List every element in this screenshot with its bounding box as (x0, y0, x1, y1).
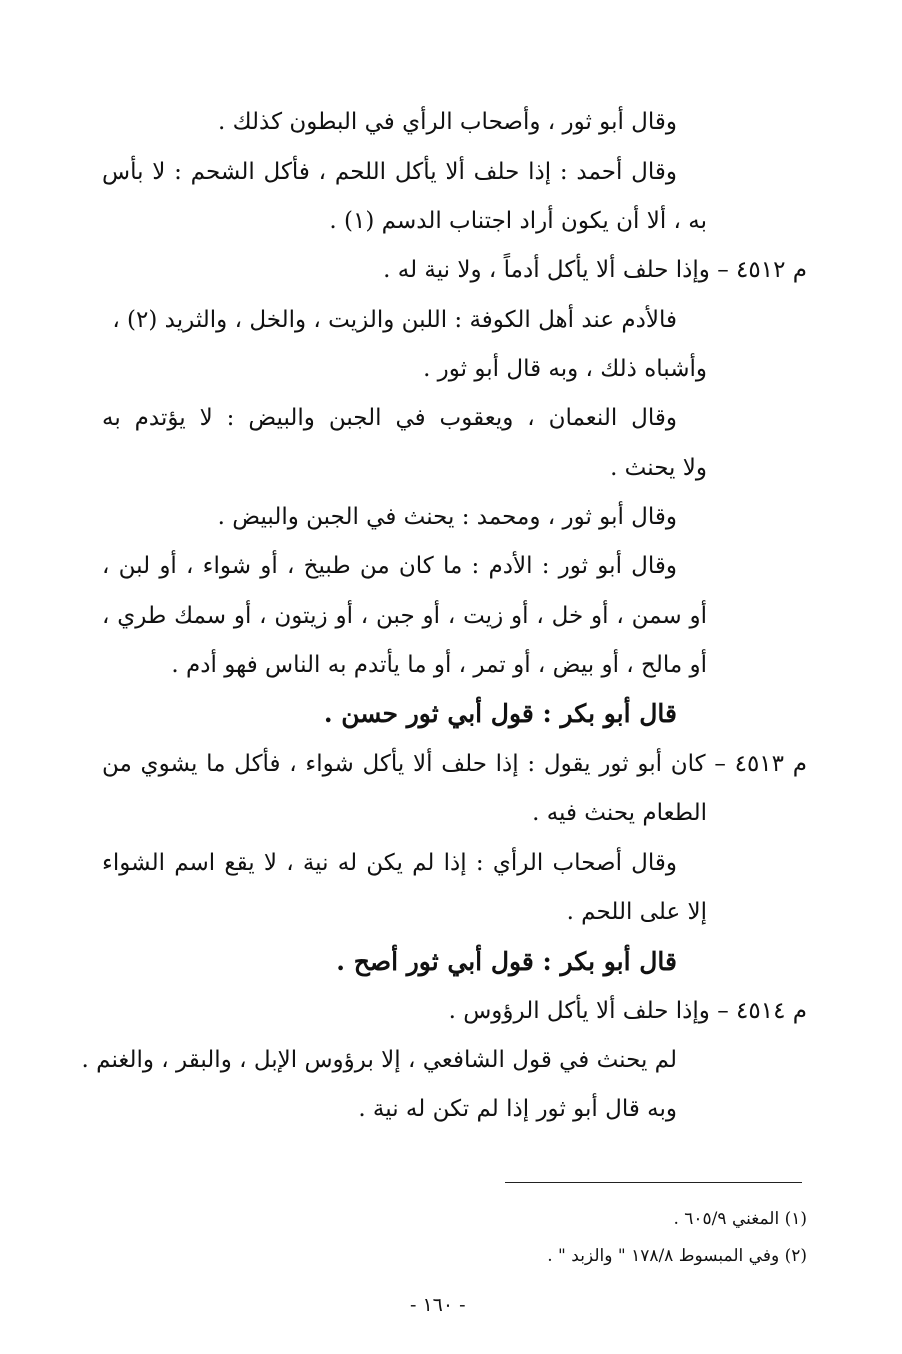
text-line: وقال أحمد : إذا حلف ألا يأكل اللحم ، فأكل الشحم : لا بأس (102, 159, 677, 185)
text-line: وأشباه ذلك ، وبه قال أبو ثور . (423, 356, 707, 382)
text-line: وقال أبو ثور : الأدم : ما كان من طبيخ ، أو شواء ، أو لبن ، (102, 553, 677, 579)
page-number: - ١٦٠ - (410, 1294, 466, 1316)
text-line: إلا على اللحم . (566, 899, 707, 925)
text-line: م ٤٥١٤ – وإذا حلف ألا يأكل الرؤوس . (448, 998, 807, 1024)
text-line: فالأدم عند أهل الكوفة : اللبن والزيت ، والخل ، والثريد (٢) ، (112, 307, 677, 333)
text-line: أو سمن ، أو خل ، أو زيت ، أو جبن ، أو زيتون ، أو سمك طري ، (102, 603, 707, 629)
text-line: أو مالح ، أو بيض ، أو تمر ، أو ما يأتدم به الناس فهو أدم . (171, 652, 707, 678)
text-line: ولا يحنث . (610, 455, 707, 481)
text-line: وبه قال أبو ثور إذا لم تكن له نية . (358, 1096, 677, 1122)
section-remark: قال أبو بكر : قول أبي ثور أصح . (336, 947, 677, 976)
footnote-separator (505, 1182, 802, 1183)
text-line: وقال النعمان ، ويعقوب في الجبن والبيض : لا يؤتدم به (102, 405, 677, 431)
section-remark: قال أبو بكر : قول أبي ثور حسن . (323, 699, 677, 728)
text-line: وقال أبو ثور ، ومحمد : يحنث في الجبن والبيض . (217, 504, 677, 530)
text-line: لم يحنث في قول الشافعي ، إلا برؤوس الإبل ، والبقر ، والغنم . (81, 1047, 677, 1073)
text-line: م ٤٥١٢ – وإذا حلف ألا يأكل أدماً ، ولا نية له . (383, 257, 807, 283)
footnote: (١) المغني ٦٠٥/٩ . (673, 1209, 807, 1229)
text-line: وقال أبو ثور ، وأصحاب الرأي في البطون كذلك . (218, 109, 677, 135)
text-line: م ٤٥١٣ – كان أبو ثور يقول : إذا حلف ألا يأكل شواء ، فأكل ما يشوي من (102, 751, 807, 777)
footnote: (٢) وفي المبسوط ١٧٨/٨ " والزبد " . (547, 1246, 807, 1266)
text-line: وقال أصحاب الرأي : إذا لم يكن له نية ، لا يقع اسم الشواء (102, 850, 677, 876)
text-line: الطعام يحنث فيه . (532, 800, 707, 826)
text-line: به ، ألا أن يكون أراد اجتناب الدسم (١) . (329, 208, 707, 234)
